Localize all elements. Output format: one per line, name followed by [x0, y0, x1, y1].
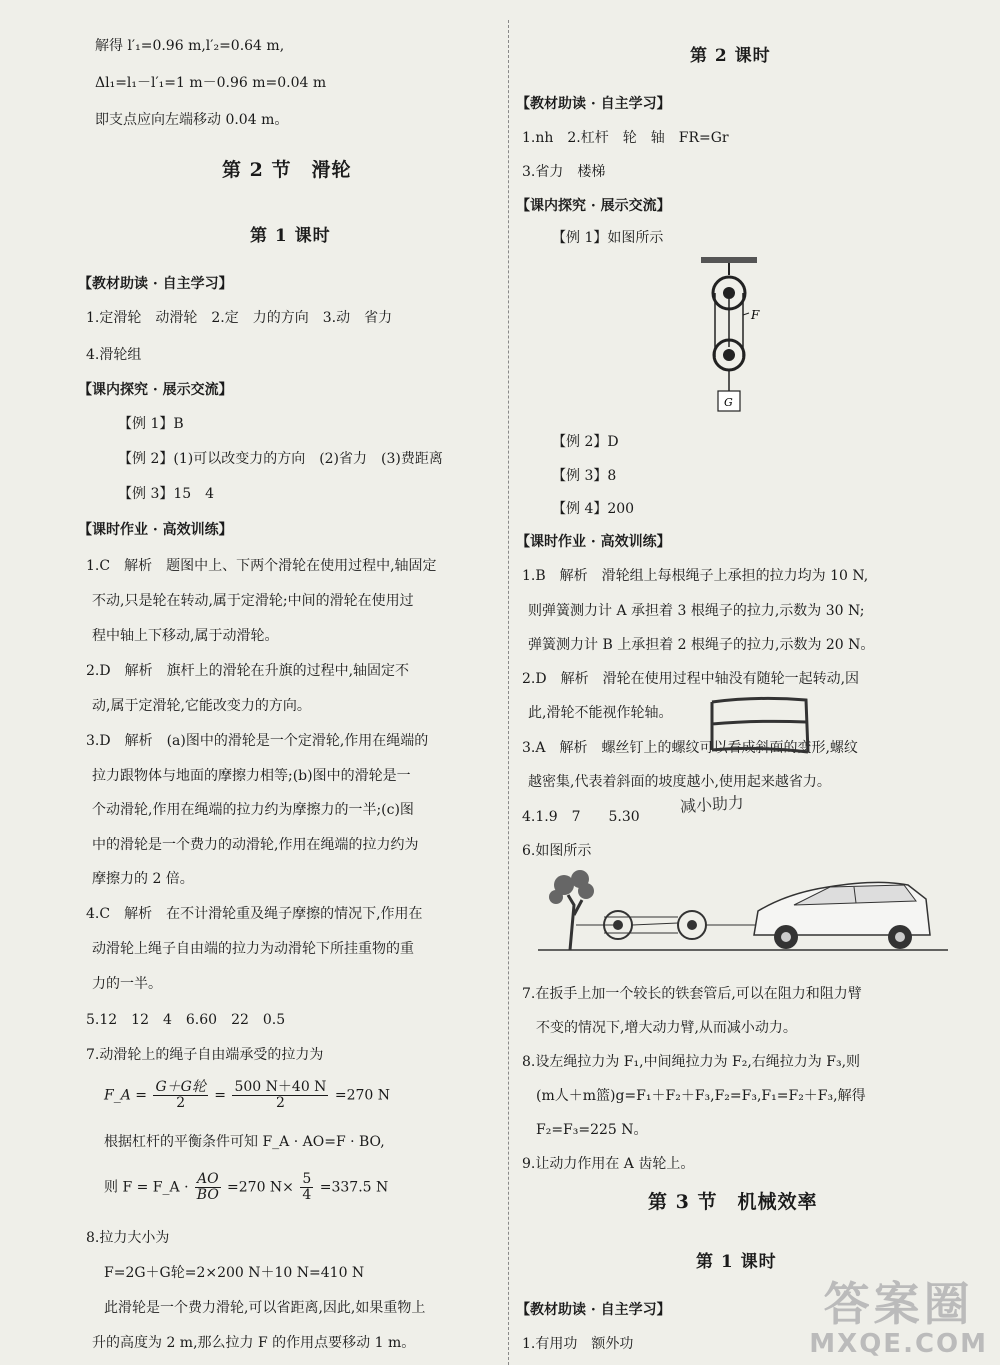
watermark-cn: 答案圈 [823, 1277, 974, 1331]
fraction [153, 1080, 207, 1111]
answer-line: 此,滑轮不能视作轮轴。 [528, 705, 673, 721]
block-header: 【教材助读 · 自主学习】 [78, 276, 233, 292]
answer-line: 中的滑轮是一个费力的动滑轮,作用在绳端的拉力约为 [92, 837, 419, 853]
watermark-en: MXQE.COM [809, 1329, 988, 1359]
answer-line: 个动滑轮,作用在绳端的拉力约为摩擦力的一半;(c)图 [92, 802, 414, 818]
fraction [300, 1172, 313, 1203]
text-line: 【例 3】8 [552, 468, 617, 484]
text-line: 【例 2】(1)可以改变力的方向 (2)省力 (3)费距离 [118, 451, 443, 467]
text-line: 根据杠杆的平衡条件可知 F_A · AO=F · BO, [104, 1134, 385, 1150]
lesson-title: 第 1 课时 [696, 1252, 777, 1272]
answer-line: 力的一半。 [92, 976, 162, 992]
denominator: BO [196, 1187, 219, 1203]
pulley-diagram [693, 255, 773, 420]
text-line: F=2G＋G轮=2×200 N＋10 N=410 N [104, 1265, 365, 1281]
numerator: G＋G轮 [155, 1079, 206, 1095]
eq-sign: = [214, 1087, 227, 1104]
answer-line: 1.B 解析 滑轮组上每根绳子上承担的拉力均为 10 N, [522, 568, 869, 584]
numerator: 500 N＋40 N [234, 1079, 327, 1095]
answer-line: 1.C 解析 题图中上、下两个滑轮在使用过程中,轴固定 [86, 558, 437, 574]
answer-line: 则弹簧测力计 A 承担着 3 根绳子的拉力,示数为 30 N; [528, 603, 865, 619]
block-header: 【教材助读 · 自主学习】 [516, 1302, 671, 1318]
equation-1 [104, 1080, 390, 1111]
text-line: 4.滑轮组 [86, 347, 142, 363]
answer-line: 动滑轮上绳子自由端的拉力为动滑轮下所挂重物的重 [92, 941, 414, 957]
column-divider [508, 20, 509, 1365]
block-header: 【课内探究 · 展示交流】 [78, 382, 233, 398]
text-line: 【例 1】如图所示 [552, 230, 664, 246]
text-line: 3.省力 楼梯 [522, 164, 606, 180]
text-line: Δl₁=l₁－l′₁=1 m－0.96 m=0.04 m [95, 75, 327, 91]
denominator: 4 [302, 1187, 312, 1203]
answer-line: 8.设左绳拉力为 F₁,中间绳拉力为 F₂,右绳拉力为 F₃,则 [522, 1054, 861, 1070]
answer-line: 7.在扳手上加一个较长的铁套管后,可以在阻力和阻力臂 [522, 986, 862, 1002]
lesson-title: 第 2 课时 [690, 46, 771, 66]
equation-3 [104, 1172, 388, 1203]
answer-line: 3.D 解析 (a)图中的滑轮是一个定滑轮,作用在绳端的 [86, 733, 429, 749]
text-line: 此滑轮是一个费力滑轮,可以省距离,因此,如果重物上 [104, 1300, 426, 1316]
answer-line: 4.1.9 7 5.30 [522, 809, 640, 825]
text-line: 【例 2】D [552, 434, 619, 450]
answer-line: 4.C 解析 在不计滑轮重及绳子摩擦的情况下,作用在 [86, 906, 423, 922]
section-title: 第 2 节 滑轮 [222, 159, 352, 181]
answer-line: 2.D 解析 滑轮在使用过程中轴没有随轮一起转动,因 [522, 671, 860, 687]
watermark [809, 1279, 988, 1359]
answer-line: 7.动滑轮上的绳子自由端承受的拉力为 [86, 1047, 324, 1063]
eq-lhs: F_A = [104, 1087, 148, 1104]
answer-line: 不动,只是轮在转动,属于定滑轮;中间的滑轮在使用过 [92, 593, 414, 609]
answer-line: 弹簧测力计 B 上承担着 2 根绳子的拉力,示数为 20 N。 [528, 637, 875, 653]
text-line: 解得 l′₁=0.96 m,l′₂=0.64 m, [95, 38, 285, 54]
ceiling [701, 257, 757, 263]
answer-line: 2.D 解析 旗杆上的滑轮在升旗的过程中,轴固定不 [86, 663, 410, 679]
answer-line: 5.12 12 4 6.60 22 0.5 [86, 1012, 286, 1028]
handwriting-scribble [698, 690, 848, 780]
block-header: 【教材助读 · 自主学习】 [516, 96, 671, 112]
text-line: 1.定滑轮 动滑轮 2.定 力的方向 3.动 省力 [86, 310, 393, 326]
lesson-title: 第 1 课时 [250, 226, 331, 246]
text-line: 【例 3】15 4 [118, 486, 215, 502]
eq-rhs: =270 N [334, 1087, 391, 1104]
denominator: 2 [176, 1095, 186, 1111]
text-line: 即支点应向左端移动 0.04 m。 [95, 112, 289, 128]
answer-line: 拉力跟物体与地面的摩擦力相等;(b)图中的滑轮是一 [92, 768, 411, 784]
answer-line: 3.A 解析 螺丝钉上的螺纹可以看成斜面的变形,螺纹 [522, 740, 858, 756]
weight-label: G [724, 396, 733, 409]
answer-line: 程中轴上下移动,属于动滑轮。 [92, 628, 279, 644]
text-line: 1.有用功 额外功 [522, 1336, 634, 1352]
block-header: 【课时作业 · 高效训练】 [516, 534, 671, 550]
eq-sign: =270 N× [227, 1179, 294, 1196]
answer-line: F₂=F₃=225 N。 [536, 1122, 648, 1138]
eq-lhs: 则 F = F_A · [104, 1179, 189, 1196]
text-line: 8.拉力大小为 [86, 1230, 170, 1246]
numerator: 5 [302, 1171, 312, 1187]
answer-line: 6.如图所示 [522, 843, 592, 859]
block-header: 【课内探究 · 展示交流】 [516, 198, 671, 214]
car-pulley-figure [538, 865, 948, 965]
text-line: 【例 1】B [118, 416, 184, 432]
handwriting-note: 减小助力 [679, 792, 745, 817]
text-line: 1.nh 2.杠杆 轮 轴 FR=Gr [522, 130, 729, 146]
answer-line: 9.让动力作用在 A 齿轮上。 [522, 1156, 695, 1172]
answer-line: 不变的情况下,增大动力臂,从而减小动力。 [536, 1020, 797, 1036]
answer-line: 摩擦力的 2 倍。 [92, 871, 194, 887]
fraction [232, 1080, 328, 1111]
numerator: AO [196, 1171, 219, 1187]
force-label: F [751, 308, 760, 322]
answer-line: (m人＋m篮)g=F₁＋F₂＋F₃,F₂=F₃,F₁=F₂＋F₃,解得 [536, 1088, 866, 1104]
section-title: 第 3 节 机械效率 [648, 1191, 818, 1213]
eq-rhs: =337.5 N [319, 1179, 389, 1196]
block-header: 【课时作业 · 高效训练】 [78, 522, 233, 538]
answer-line: 动,属于定滑轮,它能改变力的方向。 [92, 698, 311, 714]
fraction [195, 1172, 221, 1203]
answer-line: 越密集,代表着斜面的坡度越小,使用起来越省力。 [528, 774, 831, 790]
denominator: 2 [275, 1095, 285, 1111]
tree-trunk [568, 895, 582, 950]
text-line: 【例 4】200 [552, 501, 635, 517]
text-line: 升的高度为 2 m,那么拉力 F 的作用点要移动 1 m。 [92, 1335, 416, 1351]
